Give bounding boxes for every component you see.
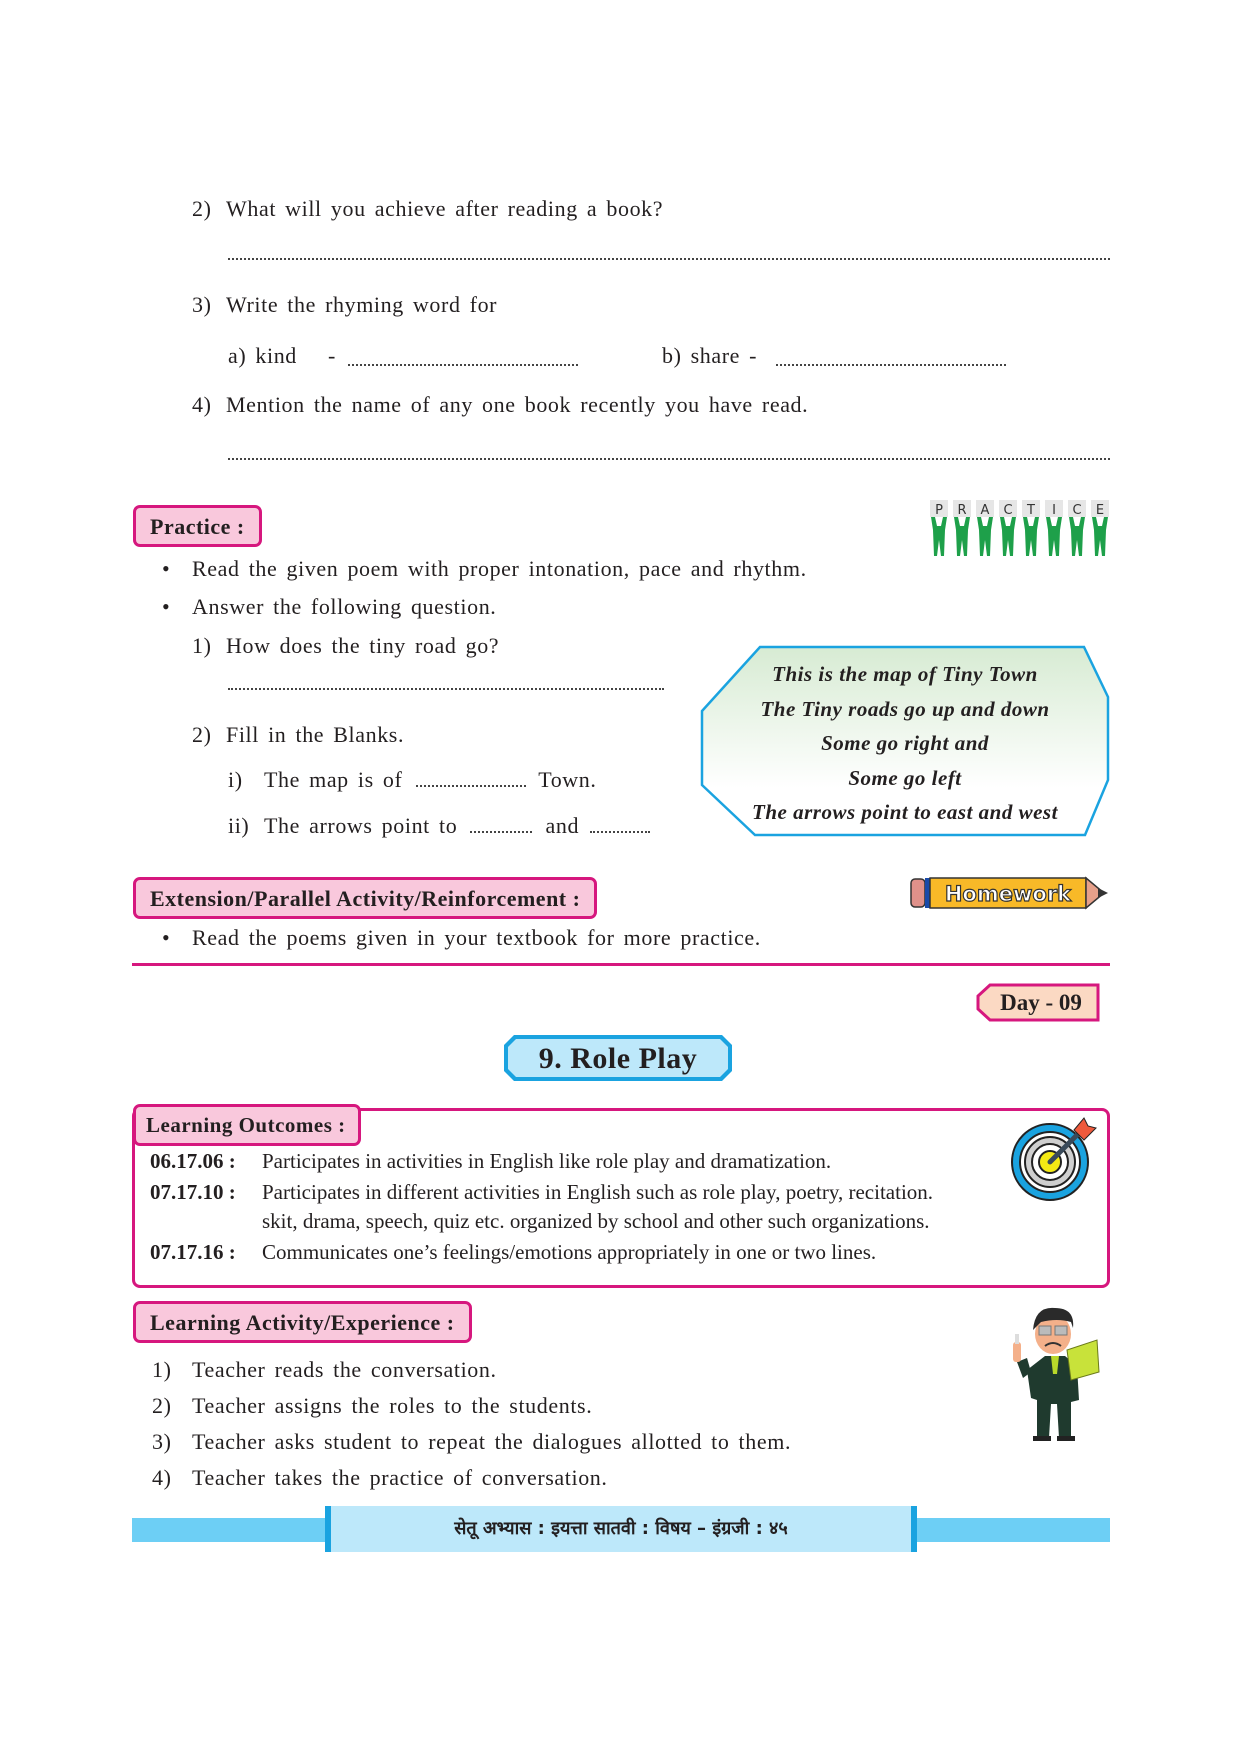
answer-line[interactable] (228, 686, 664, 690)
answer-line[interactable] (228, 456, 1110, 460)
question-3 (192, 292, 497, 318)
answer-line[interactable] (228, 256, 1110, 260)
extension-bullet (162, 925, 761, 951)
outcome-code: 06.17.06 : (150, 1149, 236, 1173)
question-2 (192, 196, 663, 222)
footer-page-label: सेतू अभ्यास : इयत्ता सातवी : विषय – इंग्रजी : ४५ (325, 1506, 917, 1552)
bullet-text: Read the given poem with proper intonation, pace and rhythm. (192, 556, 807, 581)
outcome-text: Communicates one’s feelings/emotions appropriately in one or two lines. (262, 1240, 877, 1264)
bullet-text: Answer the following question. (192, 594, 497, 619)
outcome-code: 07.17.16 : (150, 1240, 236, 1264)
blank-input[interactable] (590, 829, 650, 833)
poem-line: The Tiny roads go up and down (760, 696, 1050, 721)
question-number: 3) (192, 292, 212, 317)
chapter-title: 9. Role Play (538, 1042, 698, 1075)
blank-text-before: The arrows point to (264, 813, 458, 838)
bullet-icon: • (162, 556, 171, 581)
poem-lines (700, 657, 1110, 830)
day-badge-text: Day - 09 (1000, 990, 1082, 1015)
outcome-row-continued (262, 1209, 930, 1234)
learning-activity-label: Learning Activity/Experience : (133, 1301, 472, 1343)
activity-number: 2) (152, 1393, 172, 1418)
homework-text: Homework (944, 882, 1072, 906)
activity-item (152, 1429, 791, 1455)
chapter-title-box (502, 1033, 734, 1083)
question-text: Mention the name of any one book recently you have read. (226, 392, 809, 417)
question-number: 2) (192, 196, 212, 221)
blank-number: ii) (228, 813, 250, 838)
activity-number: 3) (152, 1429, 172, 1454)
practice-figures-icon (928, 498, 1110, 560)
blank-input[interactable] (416, 783, 526, 787)
practice-question-1 (192, 633, 499, 659)
practice-bullet-2 (162, 594, 496, 620)
blank-ii (228, 813, 652, 839)
question-text: Fill in the Blanks. (226, 722, 405, 747)
question-text: What will you achieve after reading a book? (226, 196, 664, 221)
blank-input[interactable] (470, 829, 532, 833)
activity-item (152, 1393, 592, 1419)
activity-item (152, 1357, 497, 1383)
question-text: How does the tiny road go? (226, 633, 500, 658)
day-badge (976, 983, 1100, 1022)
svg-text:C: C (1072, 503, 1082, 518)
poem-box (700, 645, 1110, 837)
practice-label: Practice : (133, 505, 262, 547)
question-4 (192, 392, 808, 418)
rhyme-b-answer-line[interactable] (776, 362, 1006, 366)
outcome-text: skit, drama, speech, quiz etc. organized by school and other such organizations. (262, 1209, 930, 1233)
activity-number: 1) (152, 1357, 172, 1382)
rhyme-b (662, 343, 757, 369)
question-number: 4) (192, 392, 212, 417)
question-text: Write the rhyming word for (226, 292, 498, 317)
poem-line: Some go right and (821, 731, 989, 755)
activity-text: Teacher takes the practice of conversation. (192, 1465, 608, 1490)
svg-text:E: E (1095, 503, 1105, 518)
outcome-code: 07.17.10 : (150, 1180, 236, 1204)
question-number: 1) (192, 633, 212, 658)
question-number: 2) (192, 722, 212, 747)
blank-text-after: Town. (538, 767, 597, 792)
bullet-icon: • (162, 925, 171, 950)
blank-i (228, 767, 597, 793)
homework-pencil-icon (908, 874, 1110, 912)
activity-text: Teacher reads the conversation. (192, 1357, 497, 1382)
rhyme-a-label: a) kind (228, 343, 297, 368)
poem-line: The arrows point to east and west (752, 800, 1058, 824)
target-icon (1008, 1112, 1098, 1202)
outcome-row (150, 1240, 876, 1265)
outcome-row (150, 1149, 831, 1174)
practice-question-2 (192, 722, 404, 748)
activity-number: 4) (152, 1465, 172, 1490)
teacher-illustration-icon (1005, 1300, 1105, 1442)
rhyme-b-label: b) share - (662, 343, 758, 368)
activity-text: Teacher asks student to repeat the dialogues allotted to them. (192, 1429, 792, 1454)
outcome-text: Participates in activities in English like role play and dramatization. (262, 1149, 832, 1173)
svg-text:T: T (1027, 503, 1035, 518)
rhyme-a-answer-line[interactable] (348, 362, 578, 366)
svg-text:R: R (957, 503, 967, 518)
blank-text-before: The map is of (264, 767, 403, 792)
activity-text: Teacher assigns the roles to the students. (192, 1393, 593, 1418)
poem-line: Some go left (848, 765, 962, 790)
learning-outcomes-label: Learning Outcomes : (133, 1104, 361, 1146)
bullet-icon: • (162, 594, 171, 619)
activity-item (152, 1465, 608, 1491)
outcome-text: Participates in different activities in English such as role play, poetry, recitation. (262, 1180, 934, 1204)
poem-line: This is the map of Tiny Town (772, 662, 1038, 686)
section-divider (132, 963, 1110, 966)
extension-label: Extension/Parallel Activity/Reinforcement : (133, 877, 597, 919)
rhyme-a-dash: - (328, 343, 336, 368)
bullet-text: Read the poems given in your textbook for more practice. (192, 925, 761, 950)
svg-text:I: I (1052, 503, 1056, 518)
blank-number: i) (228, 767, 243, 792)
blank-text-middle: and (545, 813, 580, 838)
rhyme-a (228, 343, 336, 369)
svg-text:A: A (980, 503, 990, 518)
practice-bullet-1 (162, 556, 807, 582)
svg-text:P: P (935, 503, 943, 518)
outcome-row (150, 1180, 933, 1205)
svg-text:C: C (1003, 503, 1013, 518)
